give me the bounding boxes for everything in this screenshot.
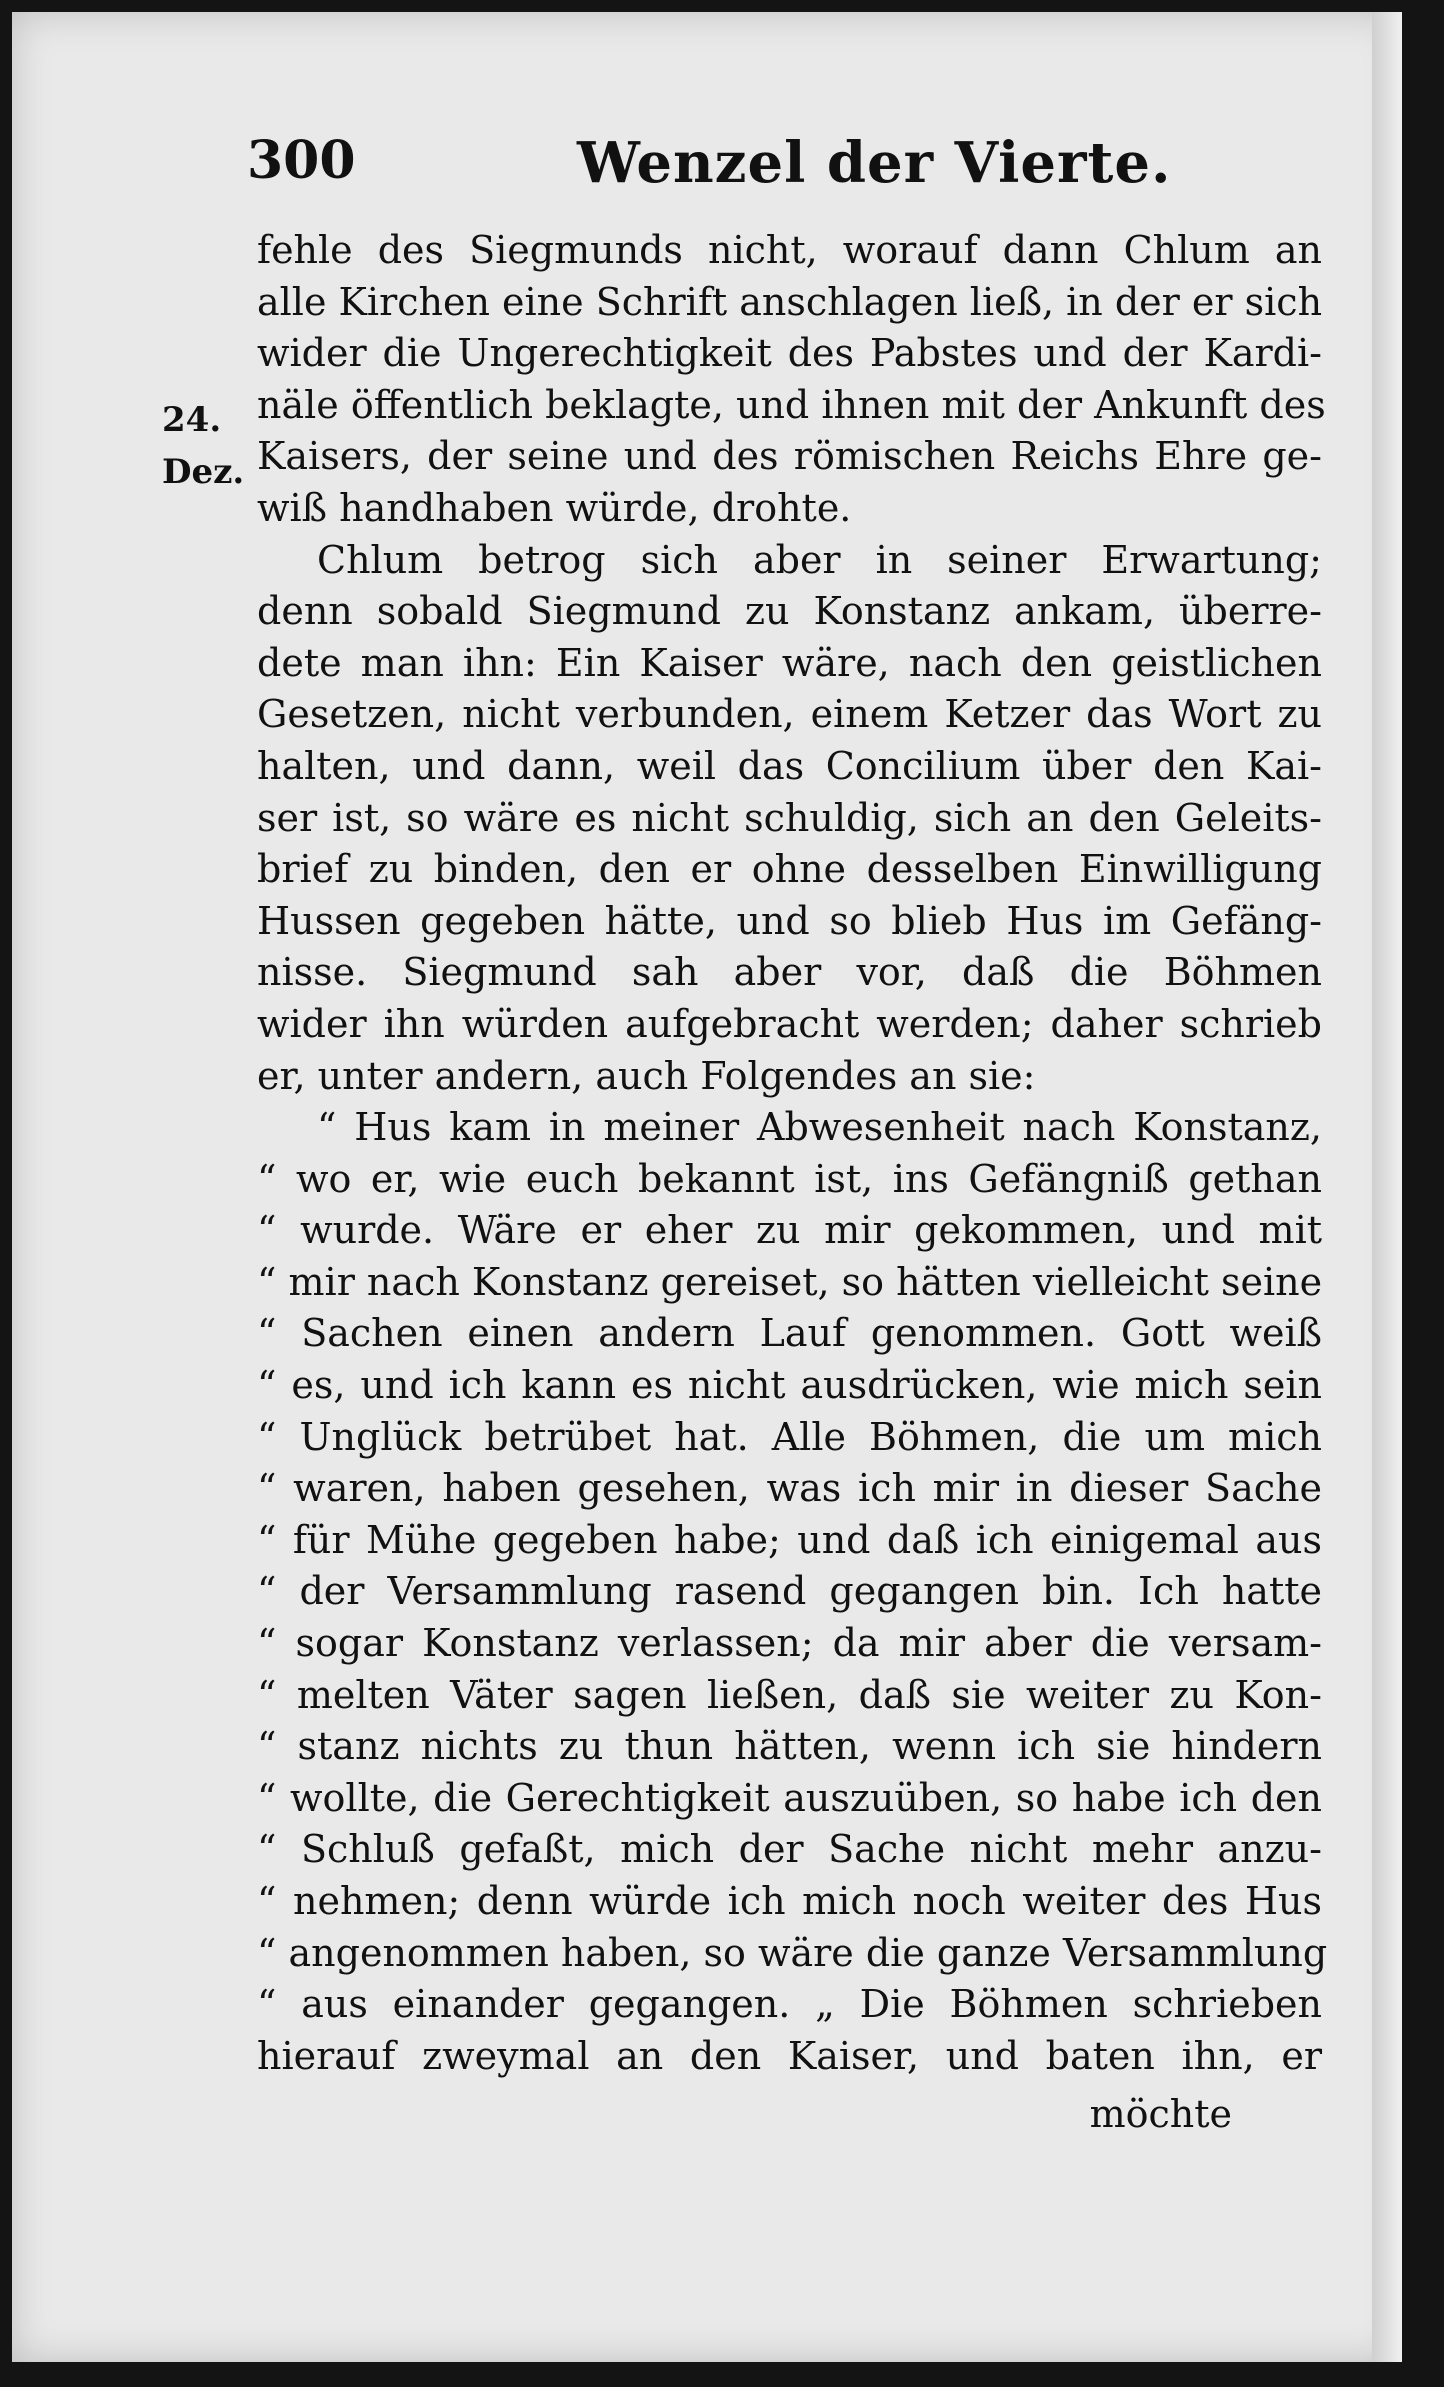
text-line: “ aus einander gegangen. „ Die Böhmen schrieben [257, 1982, 1322, 2027]
text-line: denn sobald Siegmund zu Konstanz ankam, überre- [257, 589, 1322, 634]
text-line: “ waren, haben gesehen, was ich mir in dieser Sache [257, 1466, 1322, 1511]
text-line: “ sogar Konstanz verlassen; da mir aber die versam- [257, 1621, 1322, 1666]
text-line: “ wurde. Wäre er eher zu mir gekommen, und mit [257, 1208, 1322, 1253]
running-title: Wenzel der Vierte. [577, 130, 1172, 196]
text-line: “ angenommen haben, so wäre die ganze Versammlung [257, 1930, 1328, 1975]
text-line: “ es, und ich kann es nicht ausdrücken, wie mich sein [257, 1363, 1322, 1408]
page-number: 300 [247, 130, 356, 191]
text-line: “ für Mühe gegeben habe; und daß ich einigemal aus [257, 1517, 1322, 1562]
text-line: “ Schluß gefaßt, mich der Sache nicht mehr anzu- [257, 1827, 1322, 1872]
text-line: näle öffentlich beklagte, und ihnen mit der Ankunft des [257, 382, 1326, 427]
text-line: wider ihn würden aufgebracht werden; daher schrieb [257, 1001, 1322, 1046]
page-header [247, 130, 1307, 200]
text-line: “ wo er, wie euch bekannt ist, ins Gefängniß gethan [257, 1156, 1322, 1201]
text-line: ser ist, so wäre es nicht schuldig, sich an den Geleits- [257, 795, 1322, 840]
text-line: er, unter andern, auch Folgendes an sie: [257, 1053, 1036, 1098]
text-line: Kaisers, der seine und des römischen Reichs Ehre ge- [257, 434, 1322, 479]
book-page [12, 12, 1402, 2362]
text-line: “ Unglück betrübet hat. Alle Böhmen, die um mich [257, 1414, 1322, 1459]
text-line: halten, und dann, weil das Concilium über den Kai- [257, 743, 1322, 788]
margin-note-day: 24. [162, 400, 222, 440]
text-line: “ Sachen einen andern Lauf genommen. Gott weiß [257, 1311, 1322, 1356]
text-line: brief zu binden, den er ohne desselben Einwilligung [257, 847, 1322, 892]
body-text [257, 225, 1328, 2082]
text-line: “ melten Väter sagen ließen, daß sie weiter zu Kon- [257, 1672, 1322, 1717]
text-line: “ stanz nichts zu thun hätten, wenn ich sie hindern [257, 1724, 1322, 1769]
text-line: Chlum betrog sich aber in seiner Erwartung; [317, 537, 1322, 582]
text-line: “ wollte, die Gerechtigkeit auszuüben, so habe ich den [257, 1775, 1322, 1820]
margin-notes [162, 394, 252, 498]
text-line: “ der Versammlung rasend gegangen bin. Ich hatte [257, 1569, 1322, 1614]
margin-note-month: Dez. [162, 452, 245, 492]
text-line: fehle des Siegmunds nicht, worauf dann Chlum an [257, 228, 1322, 272]
text-line: wiß handhaben würde, drohte. [257, 485, 852, 530]
text-line: Hussen gegeben hätte, und so blieb Hus im Gefäng- [257, 898, 1322, 943]
text-line: dete man ihn: Ein Kaiser wäre, nach den geistlichen [257, 640, 1322, 685]
text-line: hierauf zweymal an den Kaiser, und baten ihn, er [257, 2033, 1322, 2078]
text-line: “ Hus kam in meiner Abwesenheit nach Konstanz, [317, 1105, 1322, 1150]
page-edge [1372, 12, 1402, 2362]
catchword: möchte [1089, 2092, 1232, 2136]
text-line: “ mir nach Konstanz gereiset, so hätten vielleicht seine [257, 1259, 1323, 1304]
text-line: wider die Ungerechtigkeit des Pabstes und der Kardi- [257, 331, 1322, 376]
text-line: “ nehmen; denn würde ich mich noch weiter des Hus [257, 1879, 1322, 1923]
text-line: Gesetzen, nicht verbunden, einem Ketzer das Wort zu [257, 692, 1322, 737]
text-line: nisse. Siegmund sah aber vor, daß die Böhmen [257, 950, 1322, 995]
text-line: alle Kirchen eine Schrift anschlagen ließ, in der er sich [257, 279, 1323, 324]
